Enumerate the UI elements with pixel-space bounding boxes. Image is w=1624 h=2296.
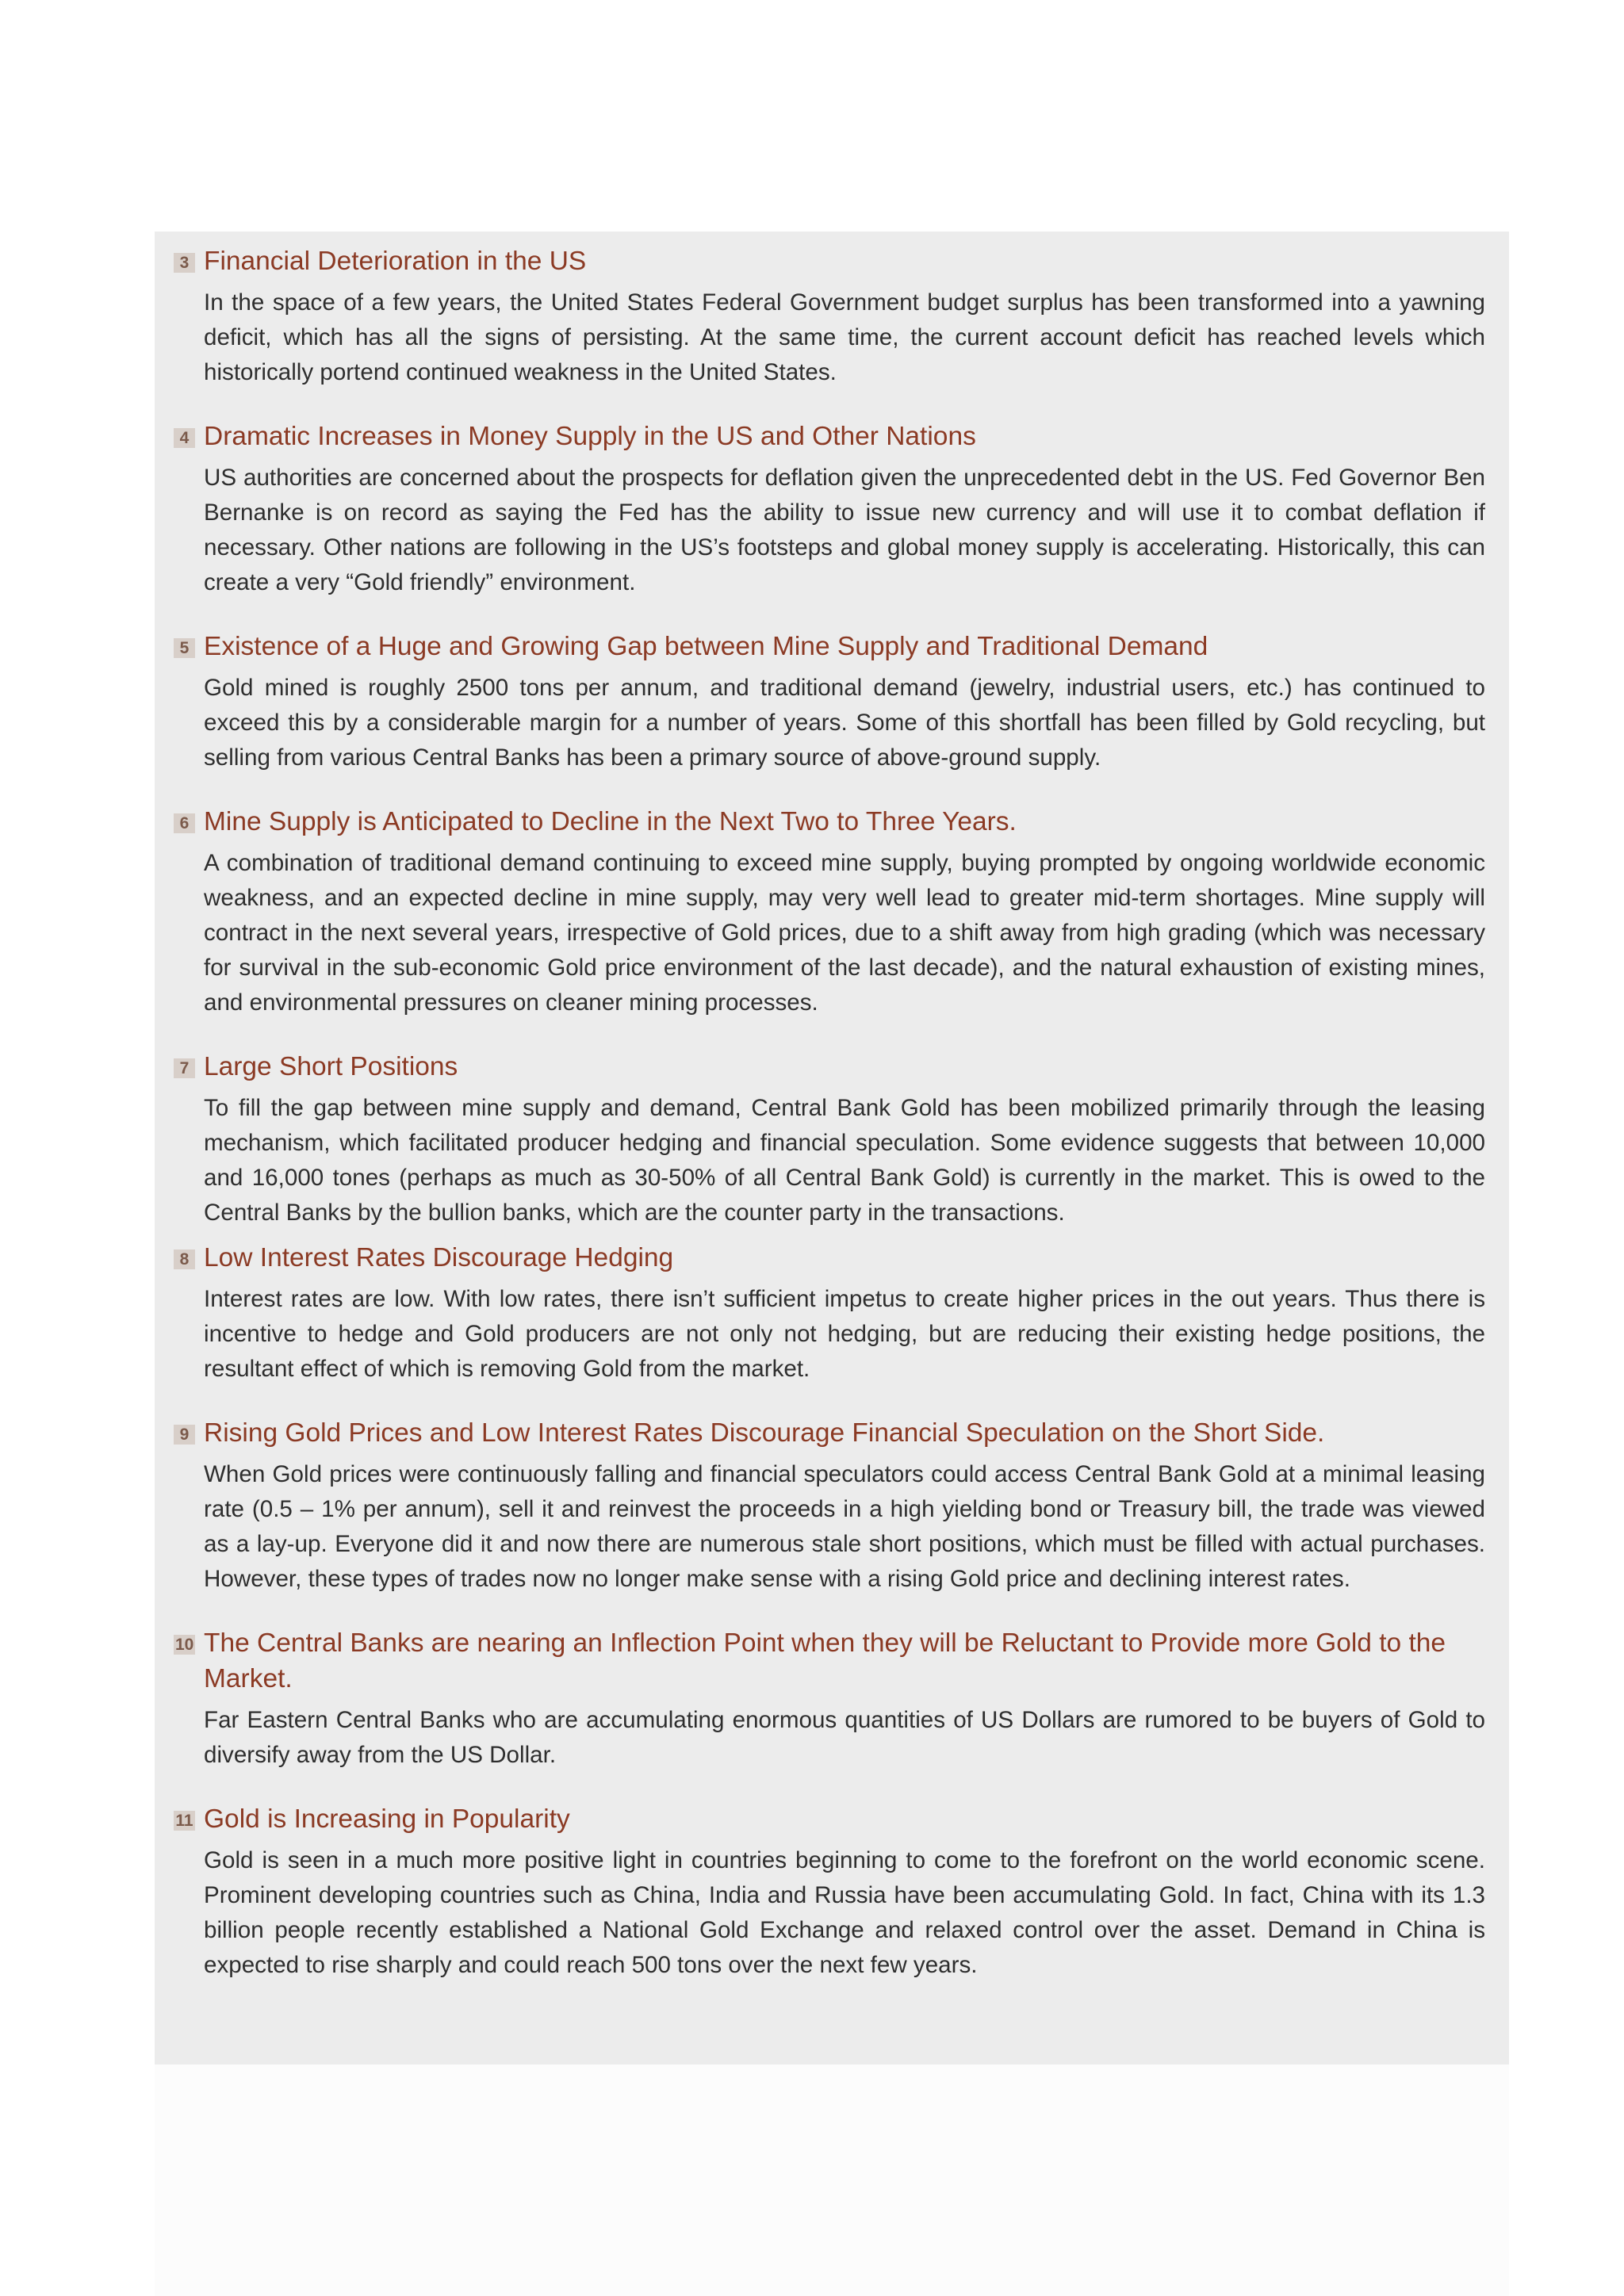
reason-item-4: [174, 419, 1485, 600]
item-body: Gold mined is roughly 2500 tons per annum, and traditional demand (jewelry, industrial users, etc.) has continued to exceed this by a considerable margin for a number of years. Some of this shortfall has been filled by Gold recycling, but selling from various Central Banks has been a primary source of above-ground supply.: [204, 675, 1485, 771]
reason-item-8: [174, 1240, 1485, 1387]
item-number-badge: 9: [174, 1425, 195, 1445]
page-lower-shade: [155, 2064, 1509, 2296]
item-body: A combination of traditional demand continuing to exceed mine supply, buying prompted by ongoing worldwide economic weakness, and an expected decline in mine supply, may very well lead to greater mid-term shortages. Mine supply will contract in the next several years, irrespective of Gold prices, due to a shift away from high grading (which was necessary for survival in the sub-economic Gold price environment of the last decade), and the natural exhaustion of existing mines, and environmental pressures on cleaner mining processes.: [204, 850, 1485, 1016]
item-body: Gold is seen in a much more positive light in countries beginning to come to the forefront on the world economic scene. Prominent developing countries such as China, India and Russia have been accumulating Gold. In fact, China with its 1.3 billion people recently established a National Gold Exchange and relaxed control over the asset. Demand in China is expected to rise sharply and could reach 500 tons over the next few years.: [204, 1847, 1485, 1978]
item-number-badge: 7: [174, 1058, 195, 1078]
item-heading: Large Short Positions: [204, 1052, 458, 1081]
item-number-badge: 11: [174, 1811, 195, 1831]
item-number-badge: 6: [174, 813, 195, 833]
item-body: When Gold prices were continuously falling and financial speculators could access Central Bank Gold at a minimal leasing rate (0.5 – 1% per annum), sell it and reinvest the proceeds in a high yielding bond or Treasury bill, the trade was viewed as a lay-up. Everyone did it and now there are numerous stale short positions, which must be filled with actual purchases. However, these types of trades now no longer make sense with a rising Gold price and declining interest rates.: [204, 1461, 1485, 1592]
item-heading: Mine Supply is Anticipated to Decline in the Next Two to Three Years.: [204, 807, 1017, 836]
item-number-badge: 4: [174, 428, 195, 448]
item-body: To fill the gap between mine supply and demand, Central Bank Gold has been mobilized primarily through the leasing mechanism, which facilitated producer hedging and financial speculation. Some evidence suggests that between 10,000 and 16,000 tones (perhaps as much as 30-50% of all Central Bank Gold) is currently in the market. This is owed to the Central Banks by the bullion banks, which are the counter party in the transactions.: [204, 1095, 1485, 1226]
item-heading: Rising Gold Prices and Low Interest Rates Discourage Financial Speculation on the Short Side.: [204, 1418, 1325, 1448]
reasons-panel: [155, 232, 1509, 2064]
item-heading: Low Interest Rates Discourage Hedging: [204, 1243, 674, 1272]
item-body: In the space of a few years, the United States Federal Government budget surplus has been transformed into a yawning deficit, which has all the signs of persisting. At the same time, the current account deficit has reached levels which historically portend continued weakness in the United States.: [204, 289, 1485, 385]
reason-item-7: [174, 1049, 1485, 1230]
item-body: Far Eastern Central Banks who are accumulating enormous quantities of US Dollars are rumored to be buyers of Gold to diversify away from the US Dollar.: [204, 1707, 1485, 1768]
item-number-badge: 5: [174, 638, 195, 658]
item-heading: Dramatic Increases in Money Supply in the US and Other Nations: [204, 422, 976, 451]
item-number-badge: 3: [174, 253, 195, 273]
reason-item-3: [174, 243, 1485, 390]
reason-item-11: [174, 1801, 1485, 1983]
item-heading: Financial Deterioration in the US: [204, 247, 587, 276]
item-body: Interest rates are low. With low rates, there isn’t sufficient impetus to create higher prices in the out years. Thus there is incentive to hedge and Gold producers are not only not hedging, but are reducing their existing hedge positions, the resultant effect of which is removing Gold from the market.: [204, 1286, 1485, 1382]
item-heading: The Central Banks are nearing an Inflection Point when they will be Reluctant to Provide more Gold to the Market.: [204, 1628, 1446, 1693]
reason-item-5: [174, 629, 1485, 775]
item-body: US authorities are concerned about the prospects for deflation given the unprecedented debt in the US. Fed Governor Ben Bernanke is on record as saying the Fed has the ability to issue new currency and will use it to combat deflation if necessary. Other nations are following in the US’s footsteps and global money supply is accelerating. Historically, this can create a very “Gold friendly” environment.: [204, 465, 1485, 595]
item-heading: Existence of a Huge and Growing Gap between Mine Supply and Traditional Demand: [204, 632, 1208, 661]
item-number-badge: 10: [175, 1636, 194, 1654]
item-heading: Gold is Increasing in Popularity: [204, 1804, 570, 1834]
reason-item-10: [174, 1625, 1485, 1773]
reason-item-9: [174, 1415, 1485, 1597]
item-number-badge: 8: [174, 1249, 195, 1269]
reason-item-6: [174, 804, 1485, 1020]
